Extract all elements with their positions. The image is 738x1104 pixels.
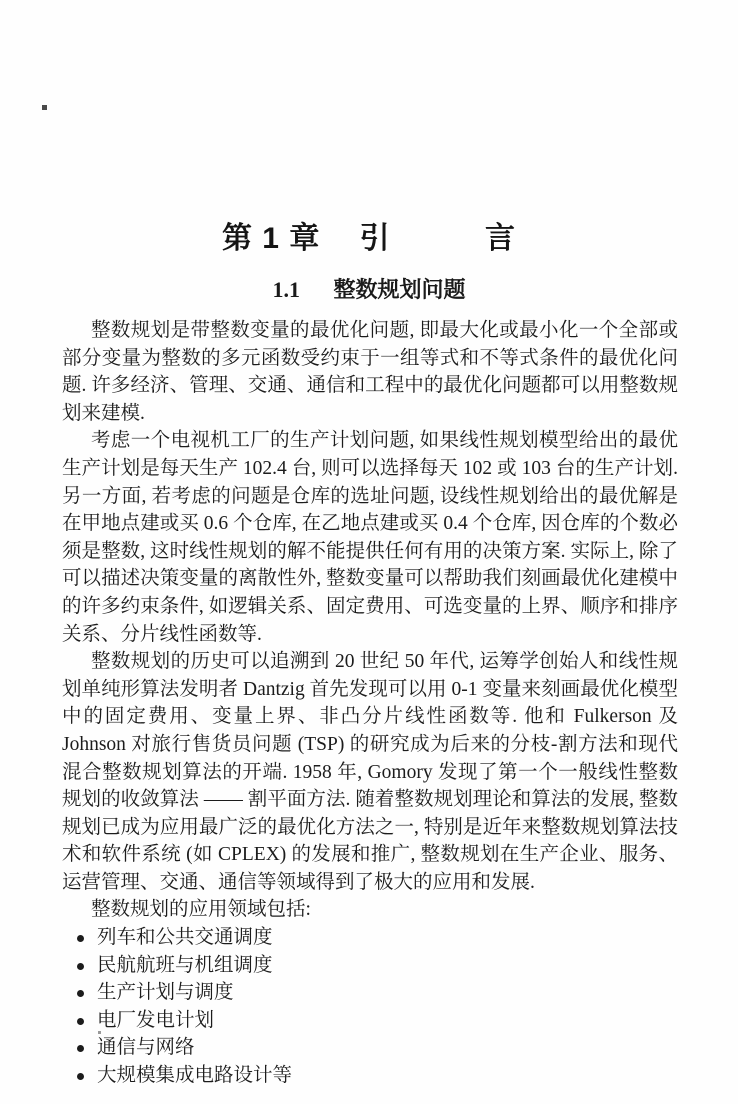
- list-item-production-scheduling: [62, 979, 678, 1007]
- body-text: [62, 317, 678, 1090]
- bullet-icon: [77, 990, 84, 997]
- chapter-title-char-1: 引: [359, 222, 391, 255]
- scan-speck: [42, 105, 47, 110]
- list-item-label: 通信与网络: [97, 1037, 195, 1059]
- list-item-label: 民航航班与机组调度: [97, 954, 273, 976]
- list-item-vlsi-design: [62, 1062, 678, 1090]
- section-title-text: 整数规划问题: [333, 277, 466, 302]
- list-item-airline-crew: [62, 952, 678, 980]
- bullet-icon: [77, 1018, 84, 1025]
- section-number: 1.1: [272, 277, 300, 302]
- chapter-number: 第 1 章: [221, 222, 321, 255]
- bullet-icon: [77, 1073, 84, 1080]
- paragraph-examples: 考虑一个电视机工厂的生产计划问题, 如果线性规划模型给出的最优生产计划是每天生产 102.4 台, 则可以选择每天 102 或 103 台的生产计划. 另一方面, 若考虑的问题是仓库的选址问题, 设线性规划给出的最优解是在甲地点建或买 0.6 个仓库, 在乙地点建或买 0.4 个仓库, 因仓库的个数必须是整数, 这时线性规划的解不能提供任何有用的决策方案. 实际上, 除了可以描述决策变量的离散性外, 整数变量可以帮助我们刻画最优化建模中的许多约束条件, 如逻辑关系、固定费用、可选变量的上界、顺序和排序关系、分片线性函数等.: [62, 430, 678, 645]
- list-item-label: 大规模集成电路设计等: [97, 1065, 293, 1087]
- chapter-title: [0, 213, 738, 257]
- list-item-communication-network: [62, 1034, 678, 1062]
- list-item-label: 电厂发电计划: [97, 1009, 215, 1031]
- application-list: [62, 924, 678, 1090]
- list-item-power-generation: [62, 1007, 678, 1035]
- bullet-icon: [77, 1045, 84, 1052]
- list-item-label: 列车和公共交通调度: [97, 927, 273, 949]
- list-item-rail-transit: [62, 924, 678, 952]
- section-title: [0, 273, 738, 304]
- paragraph-definition: 整数规划是带整数变量的最优化问题, 即最大化或最小化一个全部或部分变量为整数的多元函数受约束于一组等式和不等式条件的最优化问题. 许多经济、管理、交通、通信和工程中的最优化问题都可以用整数规划来建模.: [62, 320, 678, 424]
- chapter-title-char-2: 言: [485, 222, 517, 255]
- list-item-label: 生产计划与调度: [97, 982, 234, 1004]
- bullet-icon: [77, 935, 84, 942]
- paragraph-applications-intro: 整数规划的应用领域包括:: [91, 899, 311, 921]
- paragraph-history: 整数规划的历史可以追溯到 20 世纪 50 年代, 运筹学创始人和线性规划单纯形算法发明者 Dantzig 首先发现可以用 0-1 变量来刻画最优化模型中的固定费用、变量上界、非凸分片线性函数等. 他和 Fulkerson 及 Johnson 对旅行售货员问题 (TSP) 的研究成为后来的分枝-割方法和现代混合整数规划算法的开端. 1958 年, Gomory 发现了第一个一般线性整数规划的收敛算法 —— 割平面方法. 随着整数规划理论和算法的发展, 整数规划已成为应用最广泛的最优化方法之一, 特别是近年来整数规划算法技术和软件系统 (如 CPLEX) 的发展和推广, 整数规划在生产企业、服务、运营管理、交通、通信等领域得到了极大的应用和发展.: [62, 651, 678, 893]
- bullet-icon: [77, 963, 84, 970]
